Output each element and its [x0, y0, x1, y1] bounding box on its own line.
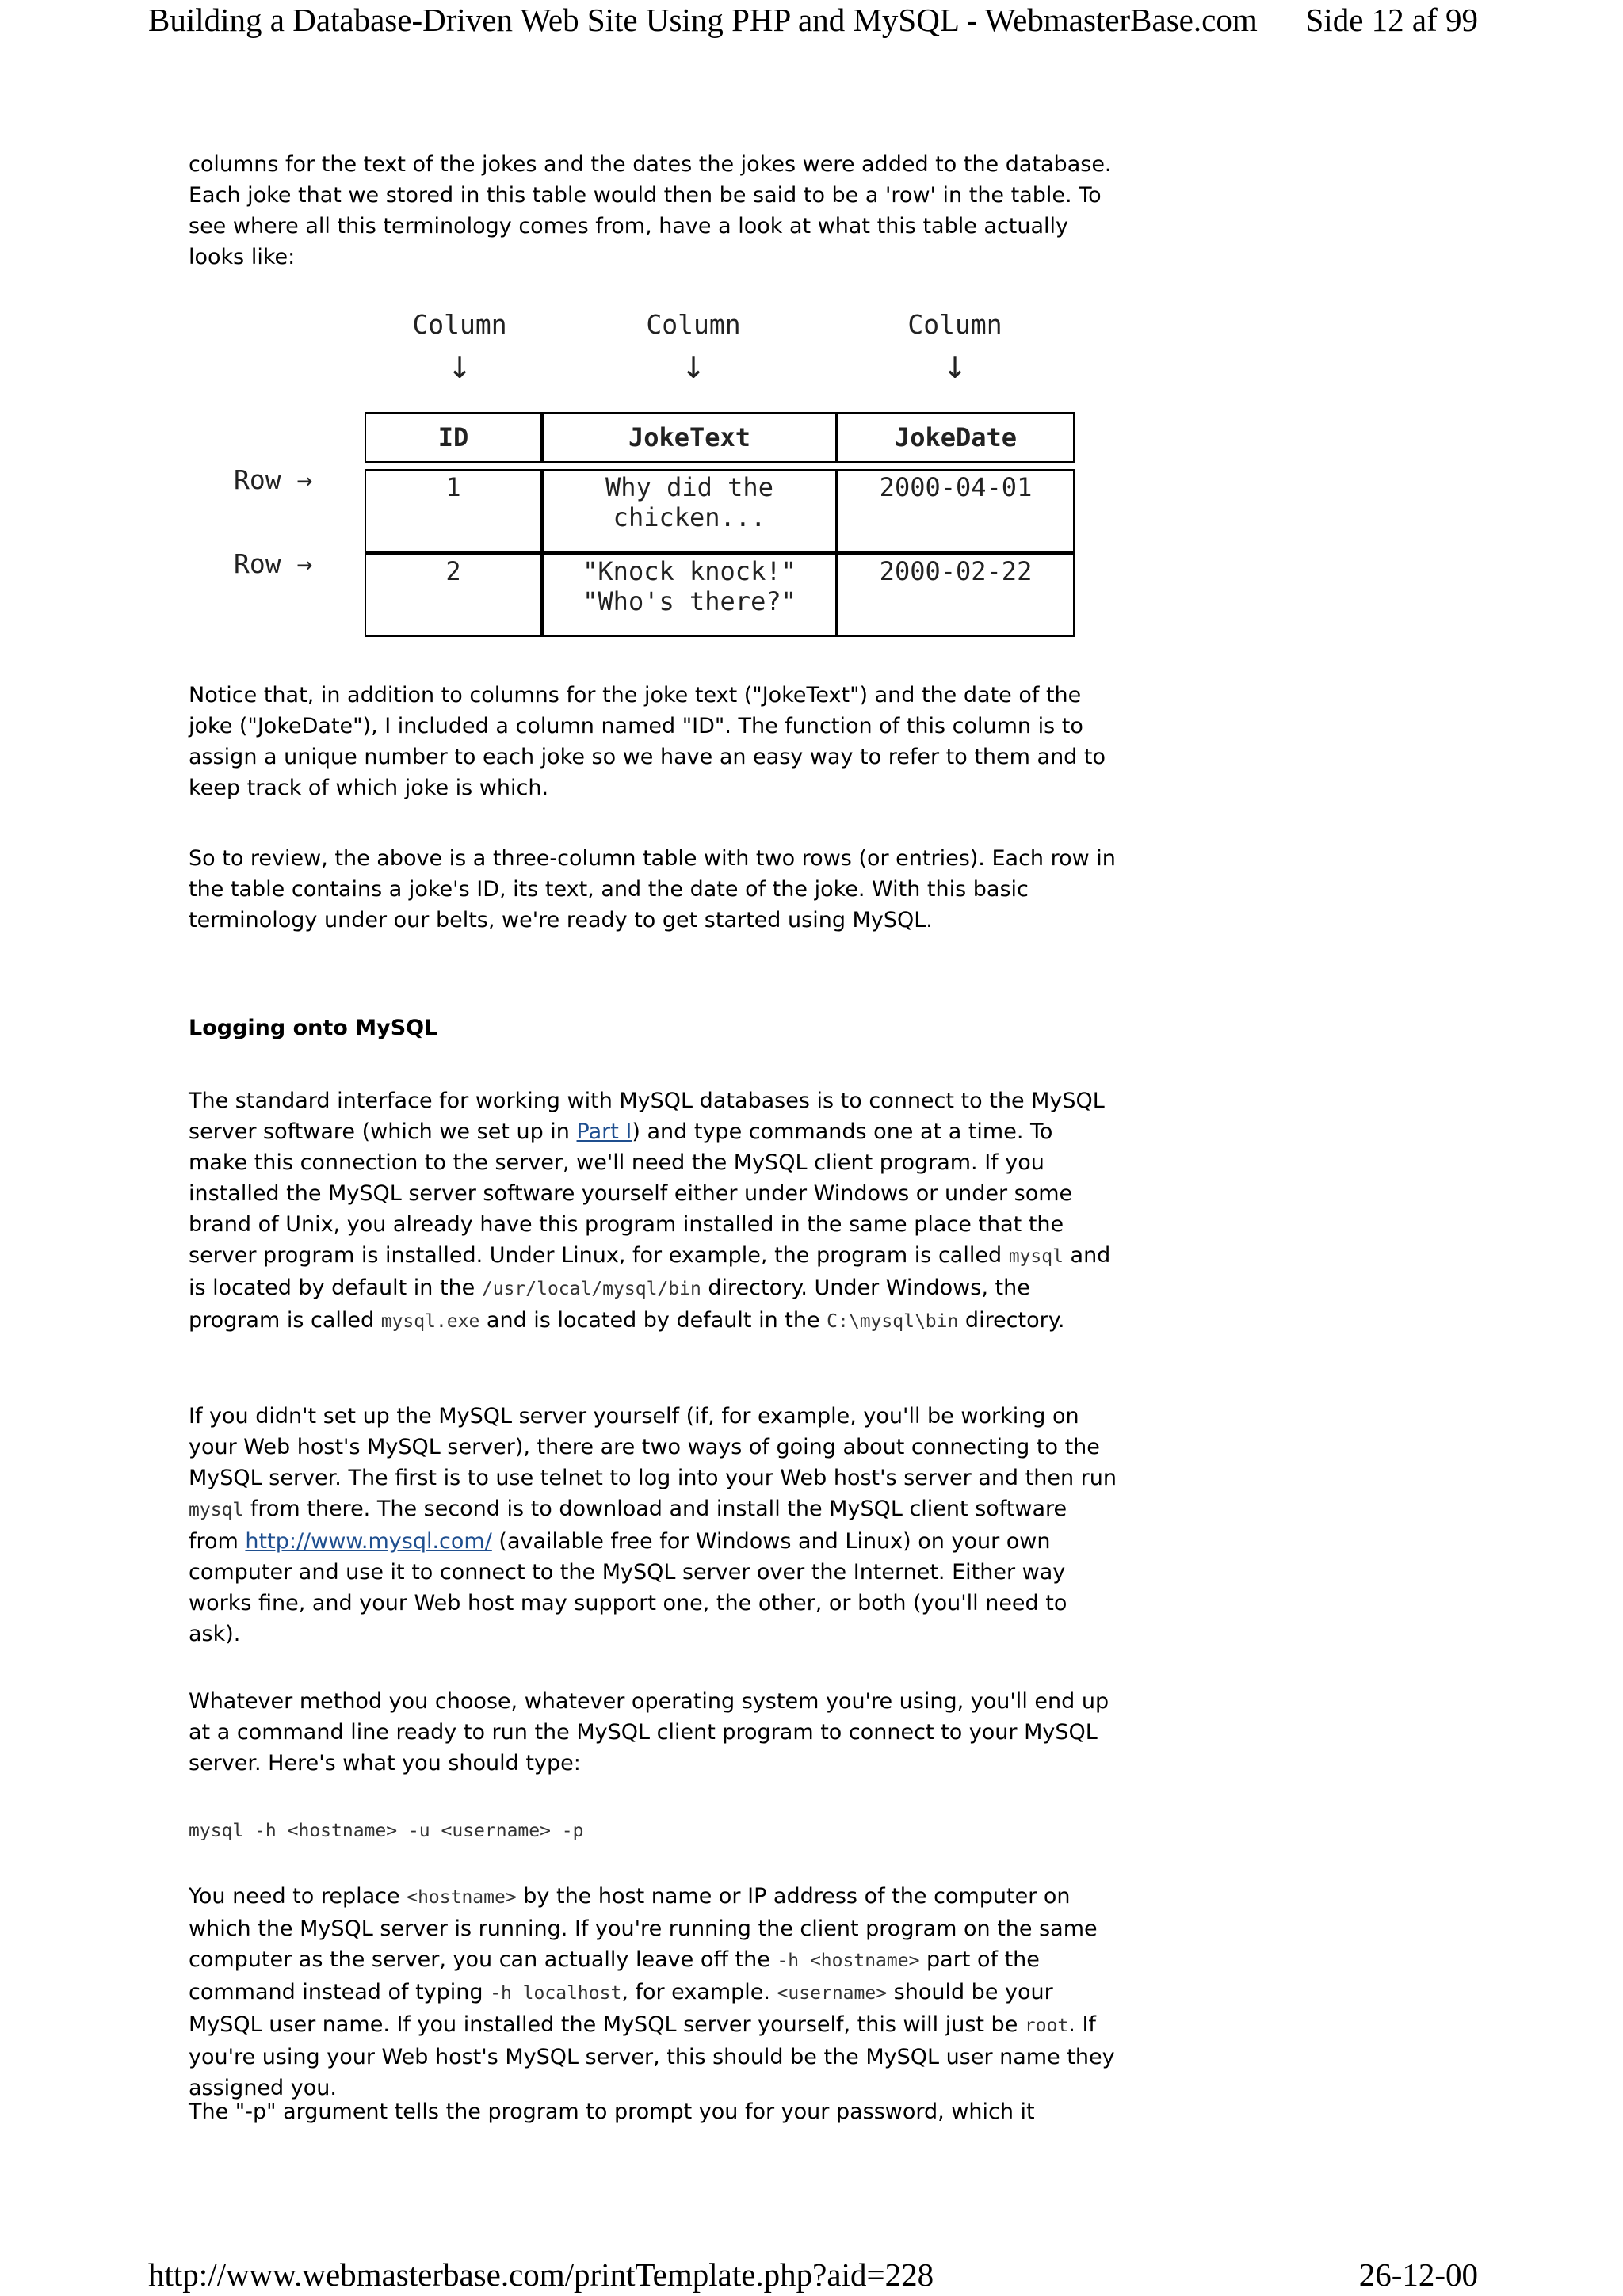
cell-id: 1: [365, 469, 542, 553]
column-label-1: Column: [412, 309, 507, 340]
page-number: Side 12 af 99: [1305, 2, 1478, 38]
column-label-2: Column: [646, 309, 741, 340]
arrow-down-icon: ↓: [447, 350, 472, 385]
standard-paragraph: The standard interface for working with MySQL databases is to connect to the MySQL server software (which we set up in Part I) and type commands one at a time. To make this connection to the server, we'll need the MySQL client program. If you installed the MySQL server software yourself either under Windows or under some brand of Unix, you already have this program installed in the same place that the server program is installed. Under Linux, for example, the program is called mysql and is located by default in the /usr/local/mysql/bin directory. Under Windows, the program is called mysql.exe and is located by default in the C:\mysql\bin directory.: [189, 1089, 1111, 1333]
cell-jokedate: 2000-04-01: [837, 469, 1075, 553]
header-joketext: JokeText: [542, 412, 837, 463]
jokes-table: [365, 412, 1075, 637]
table-row: [365, 553, 1075, 637]
command-example: mysql -h <hostname> -u <username> -p: [189, 1821, 584, 1841]
header-id: ID: [365, 412, 542, 463]
table-diagram: [222, 309, 1094, 650]
page-footer-url: http://www.webmasterbase.com/printTemplate.php?aid=228: [148, 2256, 934, 2293]
replace-paragraph: You need to replace <hostname> by the host name or IP address of the computer on which the MySQL server is running. If you're running the client program on the same computer as the server, you can actually leave off the -h <hostname> part of the command instead of typing -h localhost, for example. <username> should be your MySQL user name. If you installed the MySQL server yourself, this will just be root. If you're using your Web host's MySQL server, this should be the MySQL user name they assigned you.: [189, 1884, 1115, 2100]
last-paragraph: The "-p" argument tells the program to prompt you for your password, which it: [189, 2100, 1035, 2124]
mysql-website-link[interactable]: http://www.mysql.com/: [245, 1529, 492, 1554]
row-label-1: Row →: [234, 464, 313, 495]
setup-paragraph: If you didn't set up the MySQL server yourself (if, for example, you'll be working on your Web host's MySQL server), there are two ways of going about connecting to the MySQL server. The first is to use telnet to log into your Web host's server and then run mysql from there. The second is to download and install the MySQL client software from http://www.mysql.com/ (available free for Windows and Linux) on your own computer and use it to connect to the MySQL server over the Internet. Either way works fine, and your Web host may support one, the other, or both (you'll need to ask).: [189, 1404, 1117, 1646]
page-header-title: Building a Database-Driven Web Site Using PHP and MySQL - WebmasterBase.com: [148, 2, 1258, 38]
cell-joketext: Why did the chicken...: [542, 469, 837, 553]
method-paragraph: Whatever method you choose, whatever operating system you're using, you'll end up at a command line ready to run the MySQL client program to connect to your MySQL server. Here's what you should type:: [189, 1689, 1109, 1775]
arrow-down-icon: ↓: [681, 350, 706, 385]
review-paragraph: So to review, the above is a three-column table with two rows (or entries). Each row in the table contains a joke's ID, its text, and the date of the joke. With this basic terminology under our belts, we're ready to get started using MySQL.: [189, 846, 1116, 933]
page-footer-date: 26-12-00: [1358, 2256, 1478, 2293]
intro-paragraph: columns for the text of the jokes and the dates the jokes were added to the database. Each joke that we stored in this table would then be said to be a 'row' in the table. To see where all this terminology comes from, have a look at what this table actually looks like:: [189, 152, 1112, 269]
table-row: [365, 469, 1075, 553]
column-label-3: Column: [907, 309, 1002, 340]
cell-joketext: "Knock knock!" "Who's there?": [542, 553, 837, 637]
cell-jokedate: 2000-02-22: [837, 553, 1075, 637]
section-heading: Logging onto MySQL: [189, 1016, 438, 1040]
arrow-down-icon: ↓: [942, 350, 968, 385]
header-jokedate: JokeDate: [837, 412, 1075, 463]
row-label-2: Row →: [234, 548, 313, 579]
notice-paragraph: Notice that, in addition to columns for the joke text ("JokeText") and the date of the joke ("JokeDate"), I included a column named "ID". The function of this column is to assign a unique number to each joke so we have an easy way to refer to them and to keep track of which joke is which.: [189, 683, 1106, 800]
part-i-link[interactable]: Part I: [576, 1119, 632, 1144]
cell-id: 2: [365, 553, 542, 637]
